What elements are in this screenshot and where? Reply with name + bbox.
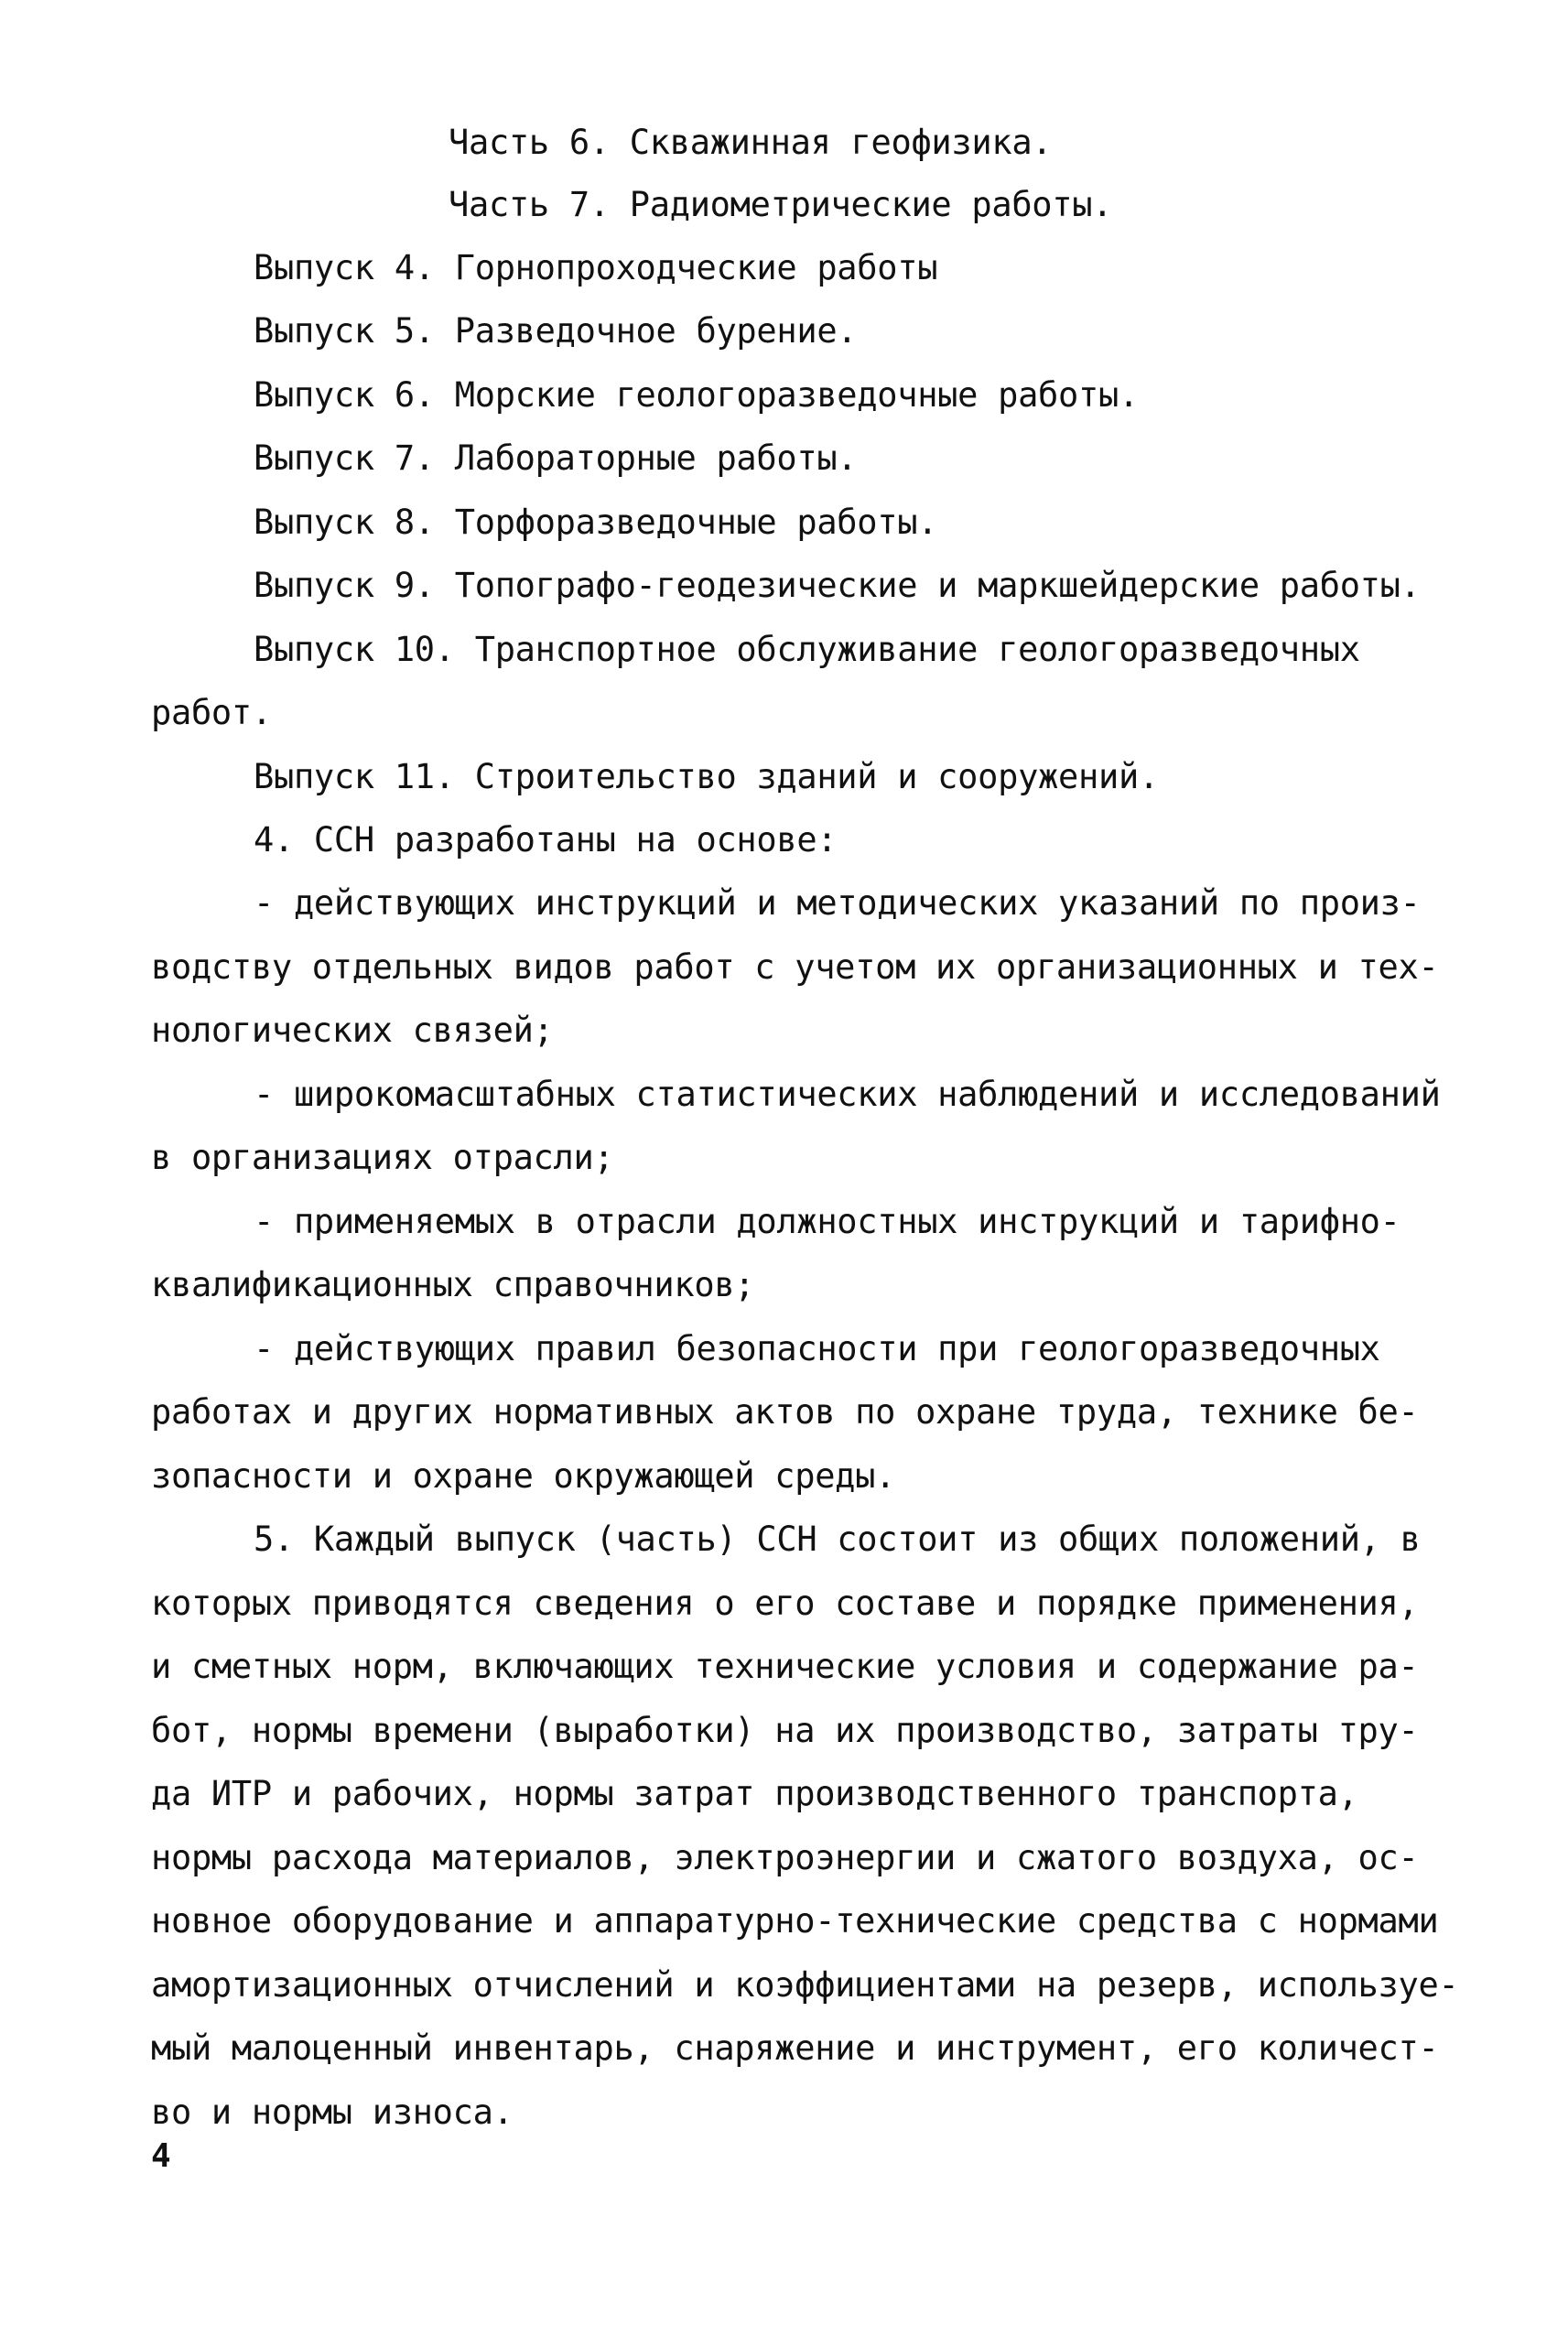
page-number: 4: [151, 2137, 171, 2175]
text-line-issue-7: Выпуск 7. Лабораторные работы.: [254, 438, 858, 478]
text-line-item-5-cont: бот, нормы времени (выработки) на их производство, затраты тру-: [151, 1711, 1419, 1750]
text-line-bullet-4: - действующих правил безопасности при геологоразведочных: [254, 1329, 1380, 1368]
text-line-item-5-cont: нормы расхода материалов, электроэнергии и сжатого воздуха, ос-: [151, 1838, 1419, 1877]
text-line-part-7: Часть 7. Радиометрические работы.: [449, 185, 1113, 224]
text-line-item-5-cont: мый малоценный инвентарь, снаряжение и инструмент, его количест-: [151, 2028, 1439, 2068]
text-line-bullet-1-cont: нологических связей;: [151, 1011, 554, 1050]
text-line-item-5-cont: во и нормы износа.: [151, 2092, 514, 2132]
text-line-item-5-cont: и сметных норм, включающих технические условия и содержание ра-: [151, 1647, 1419, 1686]
text-line-bullet-3-cont: квалификационных справочников;: [151, 1265, 755, 1304]
text-line-item-5-cont: которых приводятся сведения о его составе и порядке применения,: [151, 1584, 1419, 1623]
text-line-item-5-cont: новное оборудование и аппаратурно-технические средства с нормами: [151, 1901, 1439, 1941]
text-line-issue-9: Выпуск 9. Топографо-геодезические и маркшейдерские работы.: [254, 566, 1421, 605]
text-line-issue-5: Выпуск 5. Разведочное бурение.: [254, 311, 858, 351]
text-line-bullet-4-cont: зопасности и охране окружающей среды.: [151, 1456, 896, 1496]
text-line-bullet-2: - широкомасштабных статистических наблюдений и исследований: [254, 1075, 1441, 1114]
text-line-item-5-cont: да ИТР и рабочих, нормы затрат производственного транспорта,: [151, 1774, 1358, 1813]
text-line-bullet-1: - действующих инструкций и методических указаний по произ-: [254, 883, 1421, 923]
text-line-part-6: Часть 6. Скважинная геофизика.: [449, 123, 1053, 162]
text-line-issue-11: Выпуск 11. Строительство зданий и сооружений.: [254, 757, 1159, 796]
text-line-bullet-4-cont: работах и других нормативных актов по охране труда, технике бе-: [151, 1392, 1419, 1432]
text-line-issue-10: Выпуск 10. Транспортное обслуживание геологоразведочных: [254, 630, 1360, 669]
text-line-issue-10-cont: работ.: [151, 693, 272, 732]
text-line-bullet-1-cont: водству отдельных видов работ с учетом их организационных и тех-: [151, 947, 1439, 987]
text-line-bullet-3: - применяемых в отрасли должностных инструкций и тарифно-: [254, 1202, 1400, 1241]
text-line-item-5-cont: амортизационных отчислений и коэффициентами на резерв, используе-: [151, 1965, 1459, 2005]
text-line-issue-4: Выпуск 4. Горнопроходческие работы: [254, 248, 938, 287]
text-line-item-4: 4. ССН разработаны на основе:: [254, 820, 838, 860]
text-line-item-5: 5. Каждый выпуск (часть) ССН состоит из общих положений, в: [254, 1519, 1421, 1559]
text-line-bullet-2-cont: в организациях отрасли;: [151, 1138, 614, 1177]
text-line-issue-8: Выпуск 8. Торфоразведочные работы.: [254, 503, 938, 542]
text-line-issue-6: Выпуск 6. Морские геологоразведочные работы.: [254, 375, 1139, 415]
